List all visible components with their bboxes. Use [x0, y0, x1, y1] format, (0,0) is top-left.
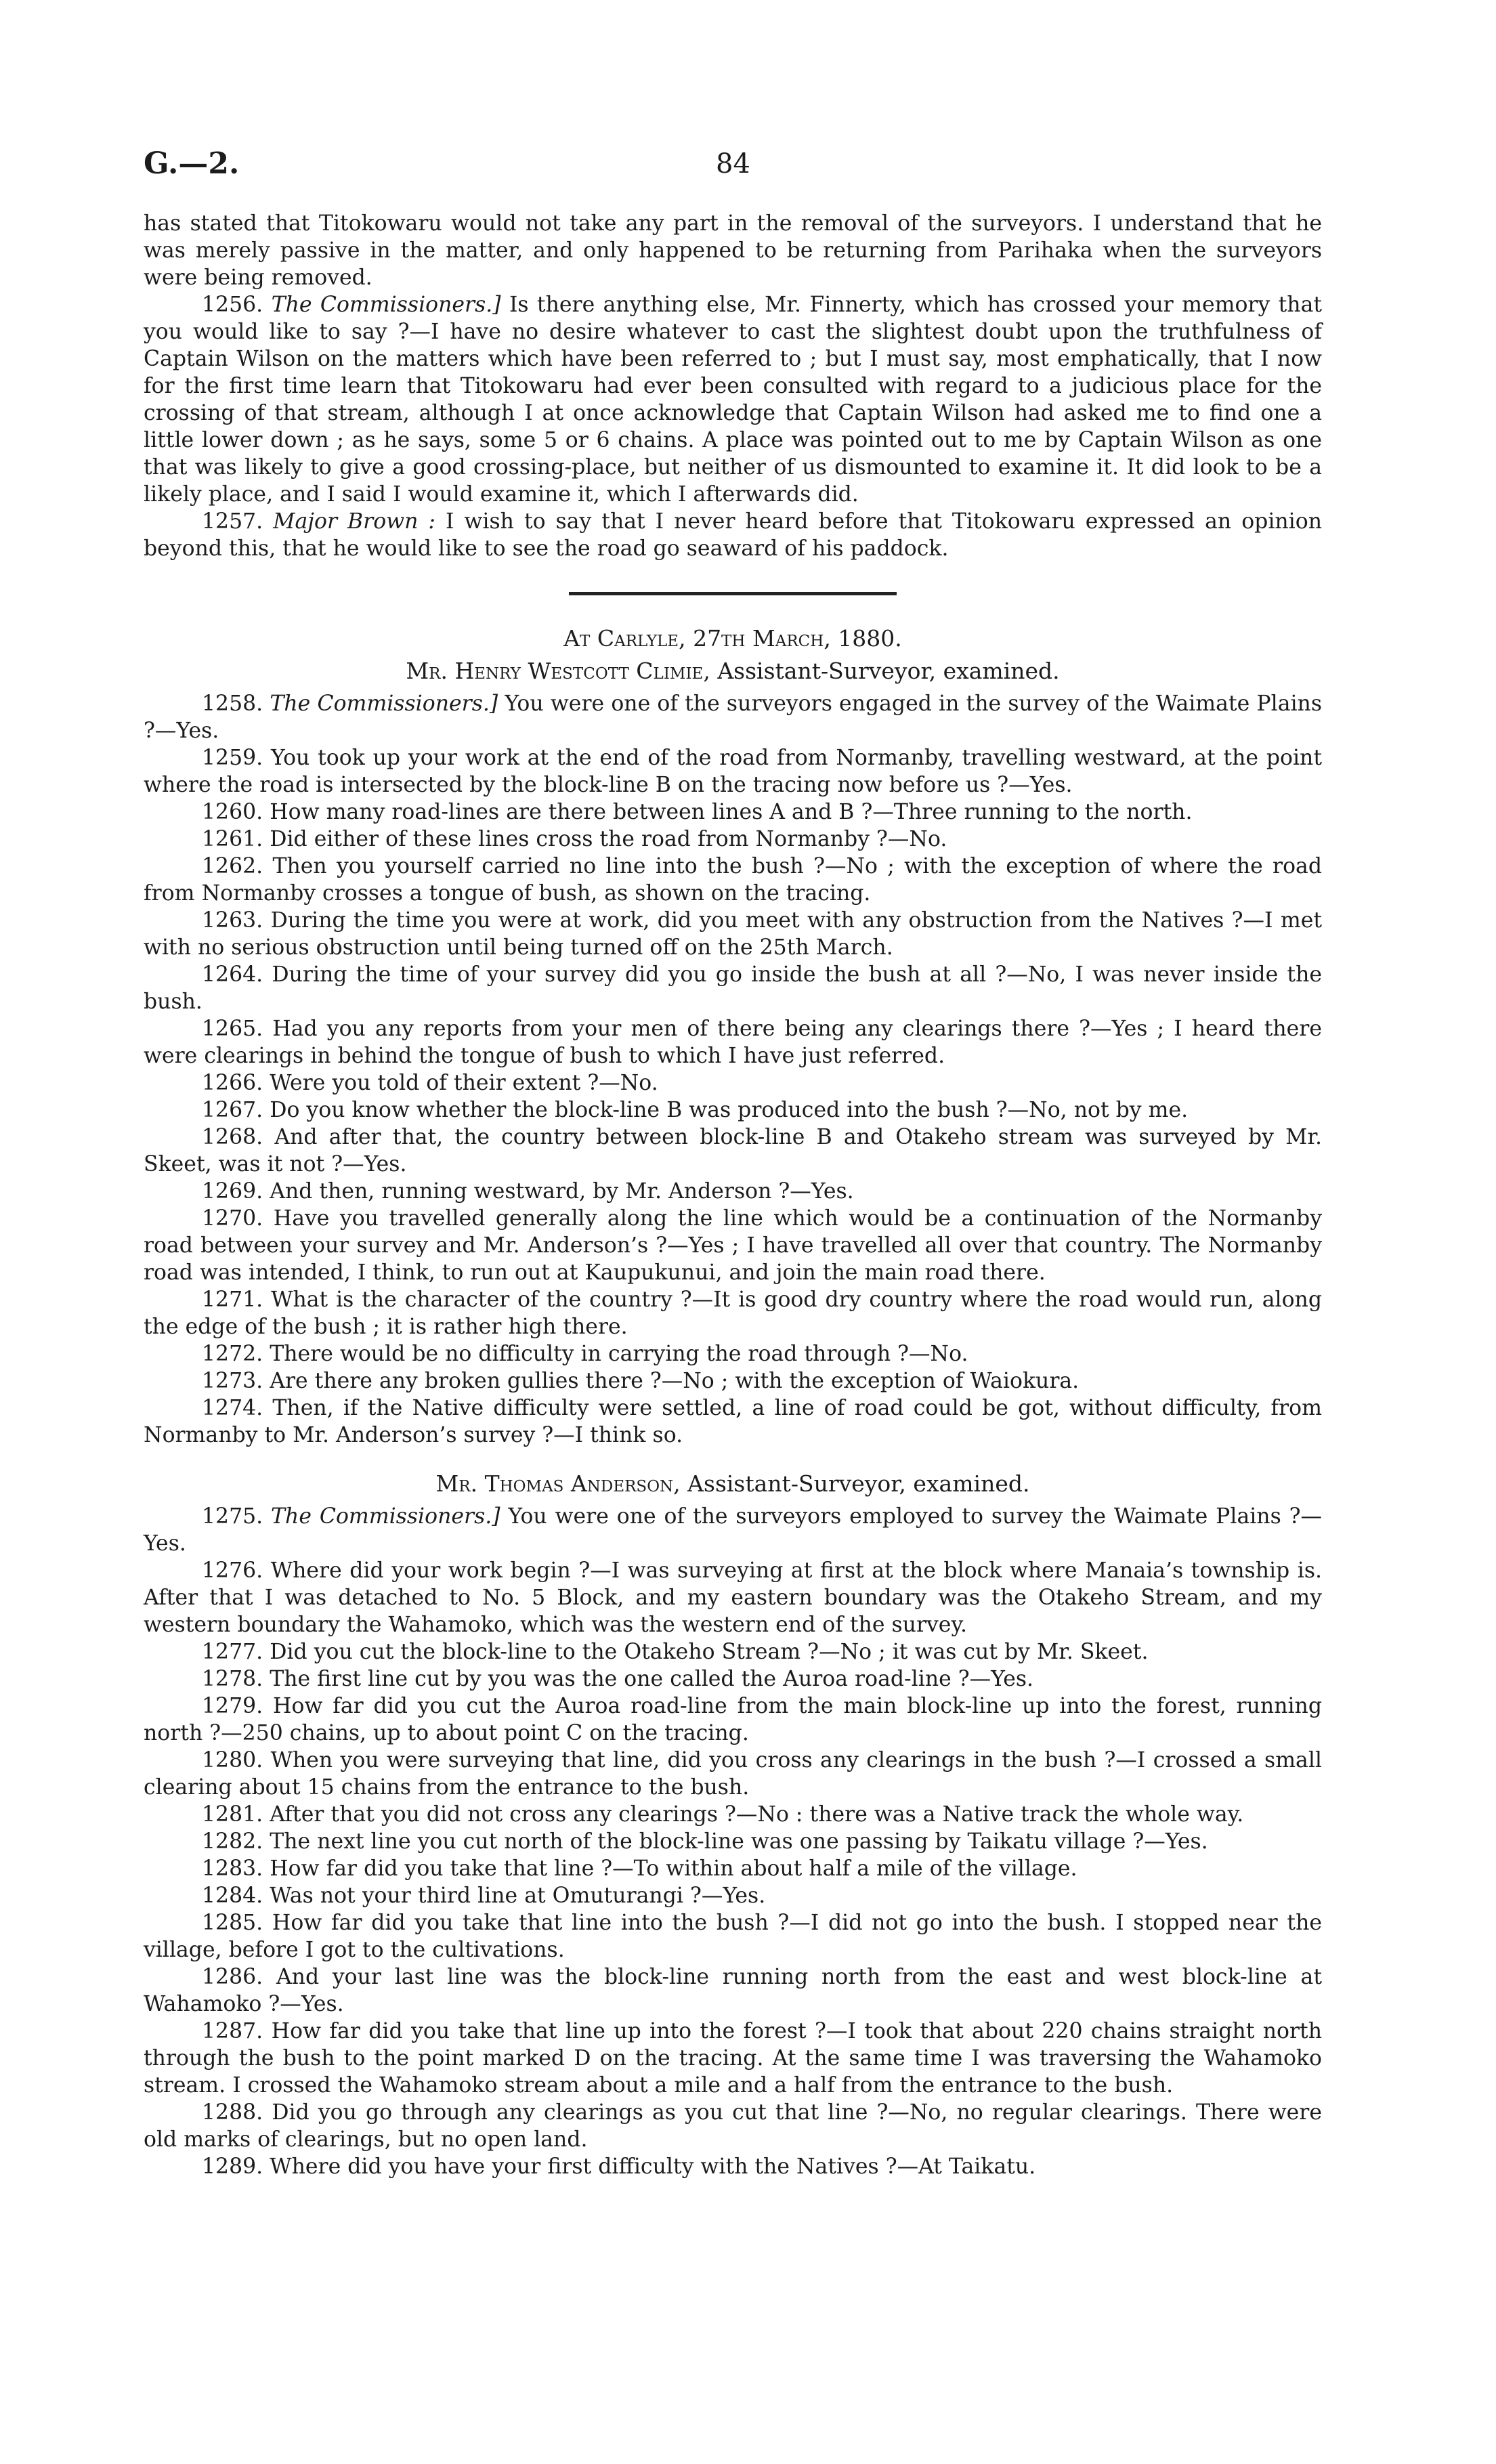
- question-number: 1288.: [202, 2100, 263, 2125]
- paragraph-text: You were one of the surveyors employed to survey the Waimate Plains ?—Yes.: [144, 1504, 1322, 1556]
- question-number: 1260.: [202, 800, 263, 824]
- question-number: 1287.: [202, 2019, 263, 2043]
- speaker: The Commissioners.]: [271, 1504, 500, 1529]
- testimony-paragraph: [144, 2153, 1322, 2180]
- paragraph-text: What is the character of the country ?—It is good dry country where the road would run, along the edge of the bush ; it is rather high there.: [144, 1288, 1322, 1339]
- paragraph-text: During the time of your survey did you go inside the bush at all ?—No, I was never inside the bush.: [144, 962, 1322, 1014]
- paragraph-text: How far did you take that line into the bush ?—I did not go into the bush. I stopped near the village, before I got to the cultivations.: [144, 1911, 1322, 1962]
- session-location: At Carlyle, 27th March, 1880.: [563, 625, 902, 652]
- question-number: 1261.: [202, 827, 263, 851]
- testimony-paragraph: [144, 1124, 1322, 1178]
- question-number: 1283.: [202, 1856, 263, 1881]
- testimony-paragraph: [144, 1340, 1322, 1367]
- question-number: 1258.: [202, 692, 263, 716]
- paragraph-text: How far did you take that line up into the forest ?—I took that about 220 chains straight north through the bush to the point marked D on the tracing. At the same time I was traversing the Wahamoko stream. I crossed the Wahamoko stream about a mile and a half from the entrance to the bush.: [144, 2019, 1323, 2098]
- testimony-paragraph: [144, 1963, 1322, 2018]
- paragraph-text: Do you know whether the block-line B was produced into the bush ?—No, not by me.: [270, 1098, 1189, 1122]
- question-number: 1264.: [202, 962, 263, 987]
- paragraph-text: There would be no difficulty in carrying the road through ?—No.: [270, 1342, 968, 1366]
- testimony-paragraph: [144, 961, 1322, 1015]
- question-number: 1274.: [202, 1396, 263, 1420]
- question-number: 1277.: [202, 1640, 263, 1664]
- witness-name: Mr. Henry Westcott Climie,: [406, 658, 710, 684]
- testimony-paragraph: [144, 1205, 1322, 1286]
- paragraph-text: And your last line was the block-line running north from the east and west block-line at Wahamoko ?—Yes.: [144, 1965, 1323, 2016]
- question-number: 1278.: [202, 1667, 263, 1691]
- page-header: [144, 146, 1322, 198]
- question-number: 1280.: [202, 1748, 263, 1772]
- testimony-paragraph: [144, 1557, 1322, 1638]
- paragraph-text: Have you travelled generally along the line which would be a continuation of the Normanby road between your survey and Mr. Anderson’s ?—Yes ; I have travelled all over that country. The Normanby road was intended, I think, to run out at Kaupukunui, and join the main road there.: [144, 1206, 1323, 1285]
- paragraph-text: The first line cut by you was the one called the Auroa road-line ?—Yes.: [270, 1667, 1034, 1691]
- question-number: 1275.: [202, 1504, 263, 1529]
- question-number: 1285.: [202, 1911, 263, 1935]
- testimony-paragraph: [144, 1069, 1322, 1097]
- testimony-paragraph: [144, 1178, 1322, 1205]
- question-number: 1267.: [202, 1098, 263, 1122]
- question-number: 1279.: [202, 1694, 263, 1718]
- intro-testimony: [144, 210, 1322, 562]
- paragraph-text: Is there anything else, Mr. Finnerty, which has crossed your memory that you would like to say ?—I have no desire whatever to cast the slightest doubt upon the truthfulness of Captain Wilson on the matters which have been referred to ; but I must say, most emphatically, that I now for the first time learn that Titokowaru had ever been consulted with regard to a judicious place for the crossing of that stream, although I at once acknowledge that Captain Wilson had asked me to find one a little lower down ; as he says, some 5 or 6 chains. A place was pointed out to me by Captain Wilson as one that was likely to give a good crossing-place, but neither of us dismounted to examine it. It did look to be a likely place, and I said I would examine it, which I afterwards did.: [144, 293, 1323, 507]
- paragraph-text: After that you did not cross any clearings ?—No : there was a Native track the whole way.: [270, 1802, 1244, 1827]
- question-number: 1281.: [202, 1802, 263, 1827]
- testimony-paragraph: [144, 744, 1322, 799]
- question-number: 1271.: [202, 1288, 263, 1312]
- question-number: 1286.: [202, 1965, 263, 1989]
- paragraph-text: Was not your third line at Omuturangi ?—Yes.: [270, 1884, 766, 1908]
- testimony-paragraph: [144, 1015, 1322, 1069]
- testimony-paragraph: [144, 291, 1322, 508]
- testimony-paragraph: [144, 2018, 1322, 2099]
- paragraph-text: And then, running westward, by Mr. Anderson ?—Yes.: [270, 1179, 854, 1204]
- witness-heading: [144, 1470, 1322, 1497]
- speaker: Major Brown :: [273, 509, 436, 534]
- climie-testimony: [144, 690, 1322, 1449]
- paragraph-text: And after that, the country between block-line B and Otakeho stream was surveyed by Mr. Skeet, was it not ?—Yes.: [144, 1125, 1322, 1176]
- paragraph-text: I wish to say that I never heard before that Titokowaru expressed an opinion beyond this, that he would like to see the road go seaward of his paddock.: [144, 509, 1323, 561]
- paragraph-text: Did you cut the block-line to the Otakeho Stream ?—No ; it was cut by Mr. Skeet.: [270, 1640, 1149, 1664]
- question-number: 1268.: [202, 1125, 263, 1149]
- paragraph-text: Are there any broken gullies there ?—No ; with the exception of Waiokura.: [270, 1369, 1080, 1393]
- question-number: 1259.: [202, 746, 263, 770]
- question-number: 1272.: [202, 1342, 263, 1366]
- question-number: 1256.: [202, 293, 263, 317]
- testimony-paragraph: [144, 1747, 1322, 1801]
- paragraph-text: The next line you cut north of the block-line was one passing by Taikatu village ?—Yes.: [270, 1829, 1208, 1854]
- question-number: 1257.: [202, 509, 263, 534]
- paragraph-text: Had you any reports from your men of there being any clearings there ?—Yes ; I heard there were clearings in behind the tongue of bush to which I have just referred.: [144, 1017, 1323, 1068]
- testimony-paragraph: [144, 826, 1322, 853]
- paragraph-text: Where did your work begin ?—I was surveying at first at the block where Manaia’s township is. After that I was detached to No. 5 Block, and my eastern boundary was the Otakeho Stream, and my western boundary the Wahamoko, which was the western end of the survey.: [144, 1558, 1323, 1637]
- question-number: 1273.: [202, 1369, 263, 1393]
- testimony-paragraph: [144, 1665, 1322, 1693]
- question-number: 1289.: [202, 2154, 263, 2179]
- testimony-paragraph: [144, 799, 1322, 826]
- testimony-paragraph: [144, 907, 1322, 961]
- witness-heading: [144, 658, 1322, 685]
- speaker: The Commissioners.]: [270, 692, 498, 716]
- question-number: 1269.: [202, 1179, 263, 1204]
- section-divider: [569, 592, 897, 595]
- testimony-paragraph: [144, 853, 1322, 907]
- testimony-paragraph: [144, 1882, 1322, 1909]
- testimony-paragraph: [144, 210, 1322, 291]
- testimony-paragraph: [144, 508, 1322, 562]
- question-number: 1270.: [202, 1206, 263, 1231]
- question-number: 1276.: [202, 1558, 263, 1583]
- document-page: [144, 146, 1323, 2180]
- document-id: G.—2.: [144, 146, 240, 181]
- paragraph-text: When you were surveying that line, did you cross any clearings in the bush ?—I crossed a small clearing about 15 chains from the entrance to the bush.: [144, 1748, 1322, 1800]
- paragraph-text: Then you yourself carried no line into the bush ?—No ; with the exception of where the road from Normanby crosses a tongue of bush, as shown on the tracing.: [144, 854, 1322, 906]
- question-number: 1282.: [202, 1829, 263, 1854]
- question-number: 1265.: [202, 1017, 263, 1041]
- anderson-testimony: [144, 1503, 1322, 2180]
- paragraph-text: How far did you take that line ?—To within about half a mile of the village.: [270, 1856, 1077, 1881]
- paragraph-text: How far did you cut the Auroa road-line from the main block-line up into the forest, running north ?—250 chains, up to about point C on the tracing.: [144, 1694, 1323, 1745]
- testimony-paragraph: [144, 690, 1322, 744]
- question-number: 1266.: [202, 1071, 263, 1095]
- spacer: [144, 1449, 1322, 1466]
- witness-role: Assistant-Surveyor, examined.: [687, 1470, 1030, 1497]
- testimony-paragraph: [144, 1828, 1322, 1855]
- paragraph-text: Did either of these lines cross the road from Normanby ?—No.: [270, 827, 947, 851]
- question-number: 1284.: [202, 1884, 263, 1908]
- paragraph-text: Did you go through any clearings as you cut that line ?—No, no regular clearings. There were old marks of clearings, but no open land.: [144, 2100, 1322, 2152]
- testimony-paragraph: [144, 1638, 1322, 1665]
- page-number: 84: [716, 148, 750, 179]
- speaker: The Commissioners.]: [271, 293, 501, 317]
- paragraph-text: During the time you were at work, did you meet with any obstruction from the Natives ?—I met with no serious obstruction until being turned off on the 25th March.: [144, 908, 1322, 960]
- paragraph-text: has stated that Titokowaru would not take any part in the removal of the surveyors. I understand that he was merely passive in the matter, and only happened to be returning from Parihaka when the surveyors were being removed.: [144, 211, 1322, 290]
- witness-name: Mr. Thomas Anderson,: [435, 1470, 681, 1497]
- paragraph-text: How many road-lines are there between lines A and B ?—Three running to the north.: [270, 800, 1193, 824]
- question-number: 1262.: [202, 854, 263, 878]
- testimony-paragraph: [144, 1693, 1322, 1747]
- testimony-paragraph: [144, 1503, 1322, 1557]
- testimony-paragraph: [144, 1367, 1322, 1395]
- testimony-paragraph: [144, 1801, 1322, 1828]
- testimony-paragraph: [144, 1097, 1322, 1124]
- testimony-paragraph: [144, 1909, 1322, 1963]
- question-number: 1263.: [202, 908, 263, 933]
- witness-role: Assistant-Surveyor, examined.: [717, 658, 1060, 684]
- paragraph-text: You were one of the surveyors engaged in the survey of the Waimate Plains ?—Yes.: [144, 692, 1322, 743]
- paragraph-text: Then, if the Native difficulty were settled, a line of road could be got, without difficulty, from Normanby to Mr. Anderson’s survey ?—I think so.: [144, 1396, 1322, 1447]
- testimony-paragraph: [144, 2099, 1322, 2153]
- testimony-paragraph: [144, 1395, 1322, 1449]
- testimony-paragraph: [144, 1286, 1322, 1340]
- paragraph-text: Where did you have your first difficulty with the Natives ?—At Taikatu.: [270, 2154, 1036, 2179]
- paragraph-text: Were you told of their extent ?—No.: [270, 1071, 658, 1095]
- testimony-paragraph: [144, 1855, 1322, 1882]
- paragraph-text: You took up your work at the end of the road from Normanby, travelling westward, at the point where the road is intersected by the block-line B on the tracing now before us ?—Yes.: [144, 746, 1322, 797]
